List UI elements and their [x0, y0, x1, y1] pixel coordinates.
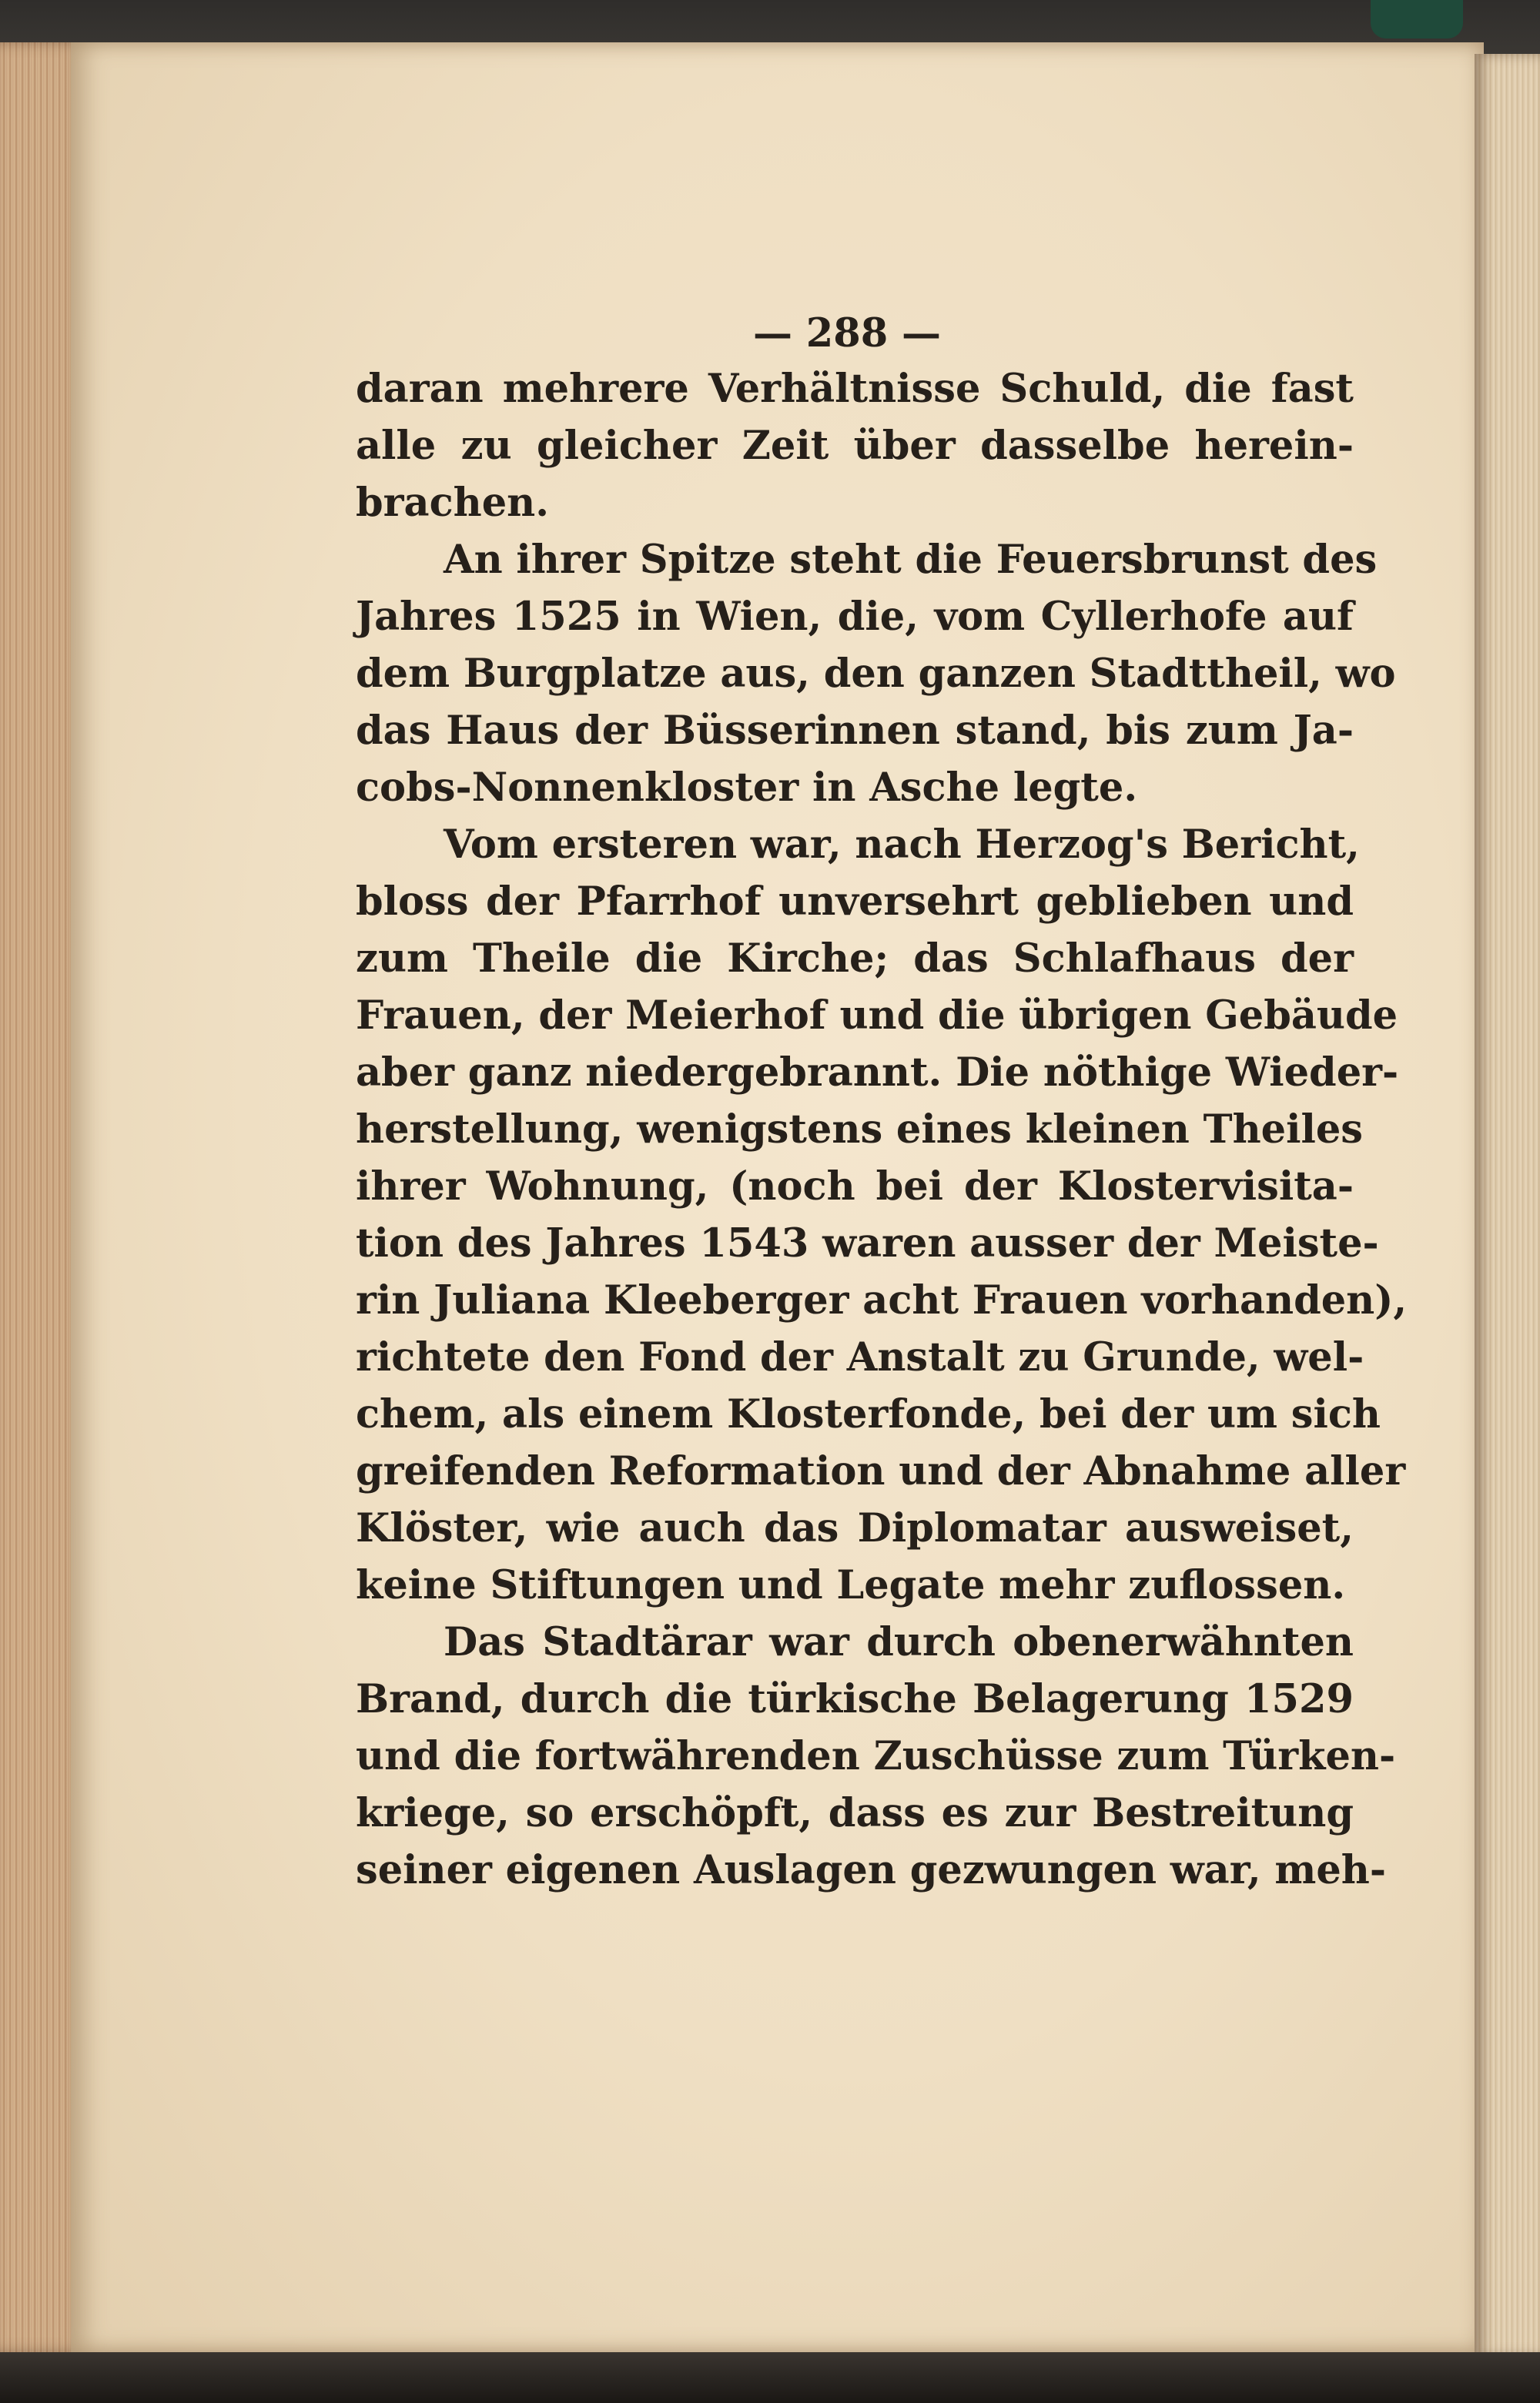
- text-line: herstellung, wenigstens eines kleinen Theiles: [356, 1106, 1364, 1153]
- text-line: daran mehrere Verhältnisse Schuld, die fast: [356, 366, 1354, 412]
- text-line: ihrer Wohnung, (noch bei der Klostervisita-: [356, 1163, 1354, 1210]
- right-page-edges: [1475, 54, 1540, 2356]
- body-text: [356, 306, 1408, 1899]
- text-line: brachen.: [356, 480, 549, 526]
- text-line: und die fortwährenden Zuschüsse zum Türken-: [356, 1733, 1396, 1779]
- text-line: dem Burgplatze aus, den ganzen Stadttheil, wo: [356, 651, 1396, 697]
- text-line: kriege, so erschöpft, dass es zur Bestreitung: [356, 1790, 1354, 1836]
- text-line: Vom ersteren war, nach Herzog's Bericht,: [444, 822, 1360, 868]
- text-line: Klöster, wie auch das Diplomatar ausweiset,: [356, 1505, 1354, 1551]
- text-line: chem, als einem Klosterfonde, bei der um sich: [356, 1391, 1381, 1437]
- text-line: rin Juliana Kleeberger acht Frauen vorhanden),: [356, 1277, 1408, 1324]
- paragraph: [356, 1614, 1396, 1899]
- page-number: — 288 —: [753, 310, 941, 356]
- text-line: Brand, durch die türkische Belagerung 1529: [356, 1676, 1354, 1722]
- text-line: cobs-Nonnenkloster in Asche legte.: [356, 765, 1138, 811]
- text-line: Das Stadtärar war durch obenerwähnten: [444, 1619, 1354, 1665]
- text-line: aber ganz niedergebrannt. Die nöthige Wieder-: [356, 1049, 1399, 1096]
- text-line: seiner eigenen Auslagen gezwungen war, meh-: [356, 1847, 1387, 1893]
- text-line: Jahres 1525 in Wien, die, vom Cyllerhofe auf: [356, 594, 1354, 640]
- text-line: richtete den Fond der Anstalt zu Grunde, wel-: [356, 1334, 1364, 1381]
- text-line: Frauen, der Meierhof und die übrigen Gebäude: [356, 992, 1398, 1039]
- scanner-bottom-border: [0, 2352, 1540, 2403]
- text-line: tion des Jahres 1543 waren ausser der Meiste-: [356, 1220, 1379, 1267]
- text-line: zum Theile die Kirche; das Schlafhaus der: [356, 935, 1354, 982]
- paragraph: [356, 816, 1408, 1614]
- text-line: greifenden Reformation und der Abnahme aller: [356, 1448, 1406, 1494]
- text-line: das Haus der Büsserinnen stand, bis zum Ja-: [356, 708, 1354, 754]
- paragraph: [356, 360, 1354, 531]
- text-line: keine Stiftungen und Legate mehr zuflossen.: [356, 1562, 1346, 1608]
- text-line: alle zu gleicher Zeit über dasselbe herein-: [356, 423, 1354, 469]
- paragraph: [356, 531, 1396, 816]
- text-line: bloss der Pfarrhof unversehrt geblieben und: [356, 879, 1354, 925]
- ribbon-bookmark: [1371, 0, 1463, 38]
- text-line: An ihrer Spitze steht die Feuersbrunst des: [444, 537, 1378, 583]
